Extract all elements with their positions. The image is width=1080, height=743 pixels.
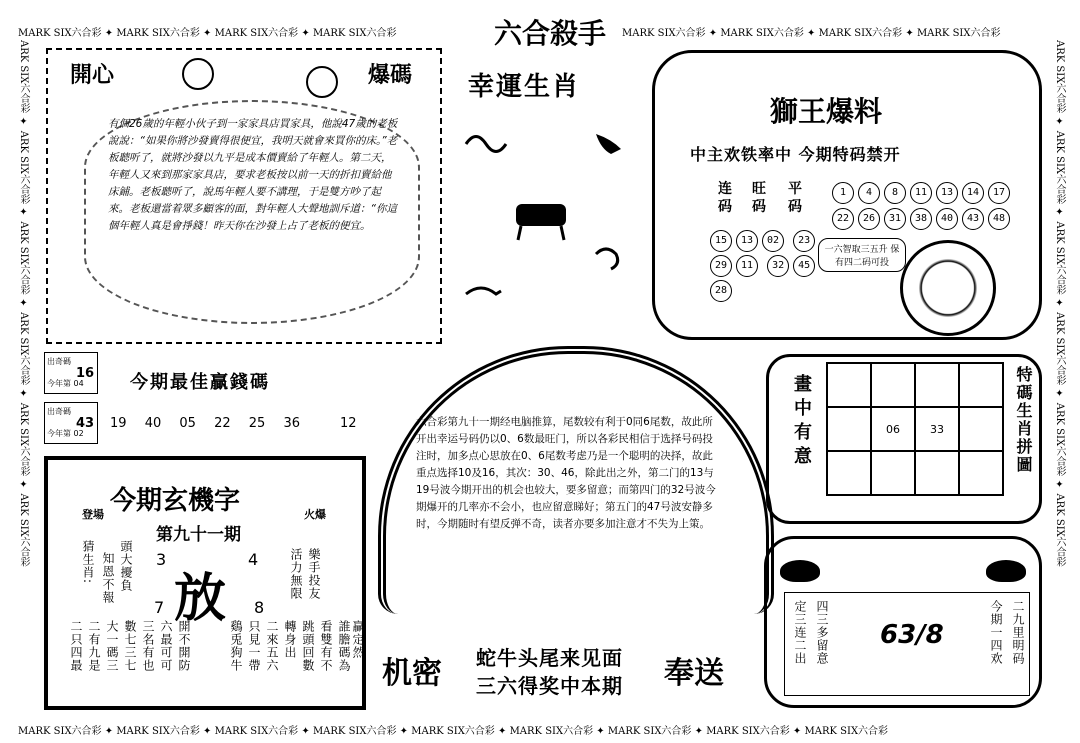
xuanji-num: 8 <box>254 598 265 617</box>
ingot-icon <box>986 560 1026 582</box>
clock-col: 今期一四欢 <box>989 600 1003 665</box>
best-row1-num: 16 <box>76 366 95 381</box>
number-ball: 11 <box>910 182 932 204</box>
border-text: ARK SIX六合彩 <box>18 493 29 567</box>
xuanji-col: 三名有也 <box>141 620 155 672</box>
border-text: MARK SIX六合彩 <box>607 726 692 737</box>
best-number: 19 <box>110 416 127 431</box>
riddle-cell <box>915 363 959 407</box>
number-ball: 11 <box>736 255 758 277</box>
border-text: MARK SIX六合彩 <box>312 726 397 737</box>
right-border: ARK SIX六合彩 ✦ ARK SIX六合彩 ✦ ARK SIX六合彩 ✦ ARK SIX六合彩 ✦ ARK SIX六合彩 ✦ ARK SIX六合彩 <box>1054 40 1065 567</box>
page-title: 六合殺手 <box>493 17 606 50</box>
xuanji-guess: 猜生肖: <box>81 540 95 585</box>
xuanji-left-tag: 登場 <box>82 508 104 521</box>
border-text: ARK SIX六合彩 <box>1054 312 1065 386</box>
best-number: 40 <box>144 416 162 431</box>
clock-col: 四三多留意 <box>815 600 829 665</box>
riddle-cell <box>959 451 1003 495</box>
xuanji-col: 跳頭回數 <box>301 620 315 672</box>
riddle-cell <box>959 407 1003 451</box>
zodiac-illustration <box>456 124 636 324</box>
border-text: MARK SIX六合彩 <box>116 28 200 39</box>
lucky-title: 幸運生肖 <box>468 72 581 102</box>
best-number: 36 <box>283 416 300 431</box>
bottom-border: MARK SIX六合彩 ✦ MARK SIX六合彩 ✦ MARK SIX六合彩 ✦ MARK SIX六合彩 ✦ MARK SIX六合彩 ✦ MARK SIX六合彩 ✦ MARK SIX六合彩 ✦ MARK SIX六合彩 ✦ MARK SIX六合彩 <box>18 726 889 737</box>
dragon-icon <box>596 134 621 154</box>
xuanji-col: 鷄兎狗牛 <box>229 620 243 672</box>
number-ball: 17 <box>988 182 1010 204</box>
lion-subtitle: 中主欢铁率中 今期特码禁开 <box>690 145 901 164</box>
number-ball: 15 <box>710 230 732 252</box>
xuanji-col: 二有九是 <box>87 620 101 672</box>
lion-bubble: 一六智取三五升 保有四二码可投 <box>818 238 906 272</box>
number-ball: 43 <box>962 208 984 230</box>
riddle-cell <box>871 363 915 407</box>
best-number: 12 <box>340 416 357 431</box>
number-ball: 8 <box>884 182 906 204</box>
clock-col: 二九里明码 <box>1011 600 1025 665</box>
border-text: MARK SIX六合彩 <box>18 28 102 39</box>
number-ball: 45 <box>793 255 815 277</box>
border-text: MARK SIX六合彩 <box>818 28 903 39</box>
label-pingma: 平码 <box>788 181 802 215</box>
xuanji-col: 樂手投友 <box>307 548 321 600</box>
xuanji-col: 開不開防 <box>177 620 191 672</box>
number-ball: 23 <box>793 230 815 252</box>
lion-circles-row2 <box>830 206 1030 231</box>
snake-icon <box>466 137 506 152</box>
lion-icon <box>900 240 996 336</box>
xuanji-big-char: 放 <box>174 568 227 629</box>
ox-icon <box>516 204 566 226</box>
xuanji-col: 知恩不報 <box>101 552 115 604</box>
border-text: MARK SIX六合彩 <box>804 726 889 737</box>
riddle-cell: 06 <box>871 407 915 451</box>
number-ball: 4 <box>858 182 880 204</box>
riddle-cell <box>827 451 871 495</box>
xuanji-col: 六最可可 <box>159 620 173 672</box>
clock-col: 定三连二出 <box>793 600 807 665</box>
xuanji-num: 3 <box>156 550 167 569</box>
xuanji-right-tag: 火爆 <box>304 508 326 521</box>
xuanji-col: 活力無限 <box>289 548 303 600</box>
label-wangma: 旺码 <box>752 181 766 215</box>
riddle-side: 特碼生肖拼圖 <box>1014 366 1033 474</box>
top-border: MARK SIX六合彩 ✦ MARK SIX六合彩 ✦ MARK SIX六合彩 ✦ MARK SIX六合彩 <box>18 28 397 39</box>
riddle-title: 畫中有意 <box>791 374 812 470</box>
riddle-cell: 33 <box>915 407 959 451</box>
jackpot-line1: 蛇牛头尾来见面 <box>476 646 623 670</box>
best-number: 25 <box>248 416 266 431</box>
border-text: MARK SIX六合彩 <box>622 28 706 39</box>
border-text: MARK SIX六合彩 <box>509 726 594 737</box>
riddle-cell <box>827 363 871 407</box>
ingot-icon <box>780 560 820 582</box>
xuanji-col: 大一碼三 <box>105 620 119 672</box>
label-lianma: 连码 <box>718 181 732 215</box>
number-ball: 29 <box>710 255 732 277</box>
border-text: ARK SIX六合彩 <box>18 40 29 114</box>
top-border-right: MARK SIX六合彩 ✦ MARK SIX六合彩 ✦ MARK SIX六合彩 ✦ MARK SIX六合彩 <box>622 28 1001 39</box>
border-text: MARK SIX六合彩 <box>720 28 804 39</box>
jackpot-left: 机密 <box>382 656 442 691</box>
border-text: MARK SIX六合彩 <box>312 28 397 39</box>
border-text: MARK SIX六合彩 <box>214 28 299 39</box>
number-ball: 31 <box>884 208 906 230</box>
best-number: 22 <box>214 416 231 431</box>
border-text: ARK SIX六合彩 <box>18 130 29 205</box>
xuanji-num: 4 <box>248 550 259 569</box>
best-title: 今期最佳贏錢碼 <box>130 372 270 393</box>
xuanji-issue: 第九十一期 <box>156 525 241 545</box>
riddle-cell <box>959 363 1003 407</box>
border-text: MARK SIX六合彩 <box>18 726 102 737</box>
analysis-text: 六合彩第九十一期经电脑推算，尾数较有利于0同6尾数，故此所开出幸运号码仍以0、6数最旺门，所以各彩民相信于选择号码投注时，加多点心思放在0、6尾数考虑乃是一个聪明的决择，故此重点选择10及16，其次：30、46，除此出之外，第二门的13与19号波今期开出的机会也较大，要多留意；而第四门的32号波今期爆开的几率亦不会小，也应留意睇好；第五门的47号波安静多时，今期随时有望反弹不奇，读者亦要多加注意才不失为上策。 <box>416 416 716 530</box>
clock-big: 63/8 <box>880 620 944 650</box>
number-ball: 13 <box>936 182 958 204</box>
monkey-icon <box>596 249 618 269</box>
rat-icon <box>466 288 501 294</box>
best-row2-label: 出奇碼 <box>47 407 71 416</box>
border-text: ARK SIX六合彩 <box>1054 130 1065 205</box>
number-ball: 32 <box>767 255 789 277</box>
lion-title: 獅王爆料 <box>770 95 883 128</box>
border-text: MARK SIX六合彩 <box>916 28 1001 39</box>
face-icon <box>182 58 214 90</box>
xuanji-title: 今期玄機字 <box>110 486 241 516</box>
xuanji-col: 只見一帶 <box>247 620 261 672</box>
riddle-cell <box>871 451 915 495</box>
lion-circles-row1 <box>830 180 1030 205</box>
xuanji-col: 贏定然 <box>351 620 365 659</box>
xuanji-col: 頭大擾負 <box>119 540 133 592</box>
best-numbers <box>110 416 300 431</box>
border-text: MARK SIX六合彩 <box>116 726 200 737</box>
border-text: ARK SIX六合彩 <box>1054 493 1065 567</box>
number-ball: 26 <box>858 208 880 230</box>
left-border: ARK SIX六合彩 ✦ ARK SIX六合彩 ✦ ARK SIX六合彩 ✦ ARK SIX六合彩 ✦ ARK SIX六合彩 ✦ ARK SIX六合彩 <box>18 40 29 567</box>
border-text: ARK SIX六合彩 <box>1054 40 1065 114</box>
best-row2-sub: 今年第 02 <box>47 429 84 438</box>
face-icon <box>306 66 338 98</box>
number-ball: 13 <box>736 230 758 252</box>
xuanji-bottom <box>68 620 365 700</box>
number-ball: 22 <box>832 208 854 230</box>
border-text: MARK SIX六合彩 <box>706 726 790 737</box>
lion-grid-numbers <box>708 228 818 303</box>
story-right-label: 爆碼 <box>368 62 413 88</box>
jackpot-line2: 三六得奖中本期 <box>476 674 623 698</box>
best-row1-label: 出奇碼 <box>47 357 71 366</box>
border-text: ARK SIX六合彩 <box>1054 402 1065 477</box>
xuanji-num: 7 <box>154 598 165 617</box>
xuanji-col: 誰膽碼為 <box>337 620 351 672</box>
border-text: ARK SIX六合彩 <box>18 221 29 295</box>
border-text: MARK SIX六合彩 <box>411 726 495 737</box>
border-text: ARK SIX六合彩 <box>18 312 29 386</box>
number-ball: 48 <box>988 208 1010 230</box>
number-ball: 14 <box>962 182 984 204</box>
jackpot-right: 奉送 <box>664 656 724 691</box>
number-ball: 40 <box>936 208 958 230</box>
riddle-cell <box>827 407 871 451</box>
story-left-label: 開心 <box>70 62 115 88</box>
xuanji-col: 二來五六 <box>265 620 279 672</box>
border-text: MARK SIX六合彩 <box>214 726 299 737</box>
number-ball: 28 <box>710 280 732 302</box>
number-ball: 1 <box>832 182 854 204</box>
best-row2-num: 43 <box>76 416 95 431</box>
best-row1-sub: 今年第 04 <box>47 379 84 388</box>
story-text: 有個26歲的年輕小伙子到一家家具店買家具，他說47歲的老板說說：“如果你將沙發賣得很便宜，我明天就會來買你的床。”老板聽听了，就將沙發以九平是成本價賣給了年輕人。第二天，年輕人又來到那家家具店，要求老板按以前一天的折扣賣給他床鋪。老板聽听了，說馬年輕人要不講理，于是雙方吵了起來。老板還當着眾多顧客的面，對年輕人大聲地訓斥道：“你這個年輕人真是會掙錢！昨天你在沙發上占了老板的便宜。 <box>108 118 398 232</box>
xuanji-col: 數七三七 <box>123 620 137 672</box>
number-ball: 02 <box>762 230 784 252</box>
xuanji-col: 二只四最 <box>69 620 83 672</box>
best-number: 05 <box>179 416 196 431</box>
number-ball: 38 <box>910 208 932 230</box>
border-text: ARK SIX六合彩 <box>1054 221 1065 295</box>
border-text: ARK SIX六合彩 <box>18 402 29 477</box>
riddle-grid <box>826 362 1004 496</box>
riddle-cell <box>915 451 959 495</box>
xuanji-col: 看雙有不 <box>319 620 333 672</box>
xuanji-col: 轉身出 <box>283 620 297 659</box>
